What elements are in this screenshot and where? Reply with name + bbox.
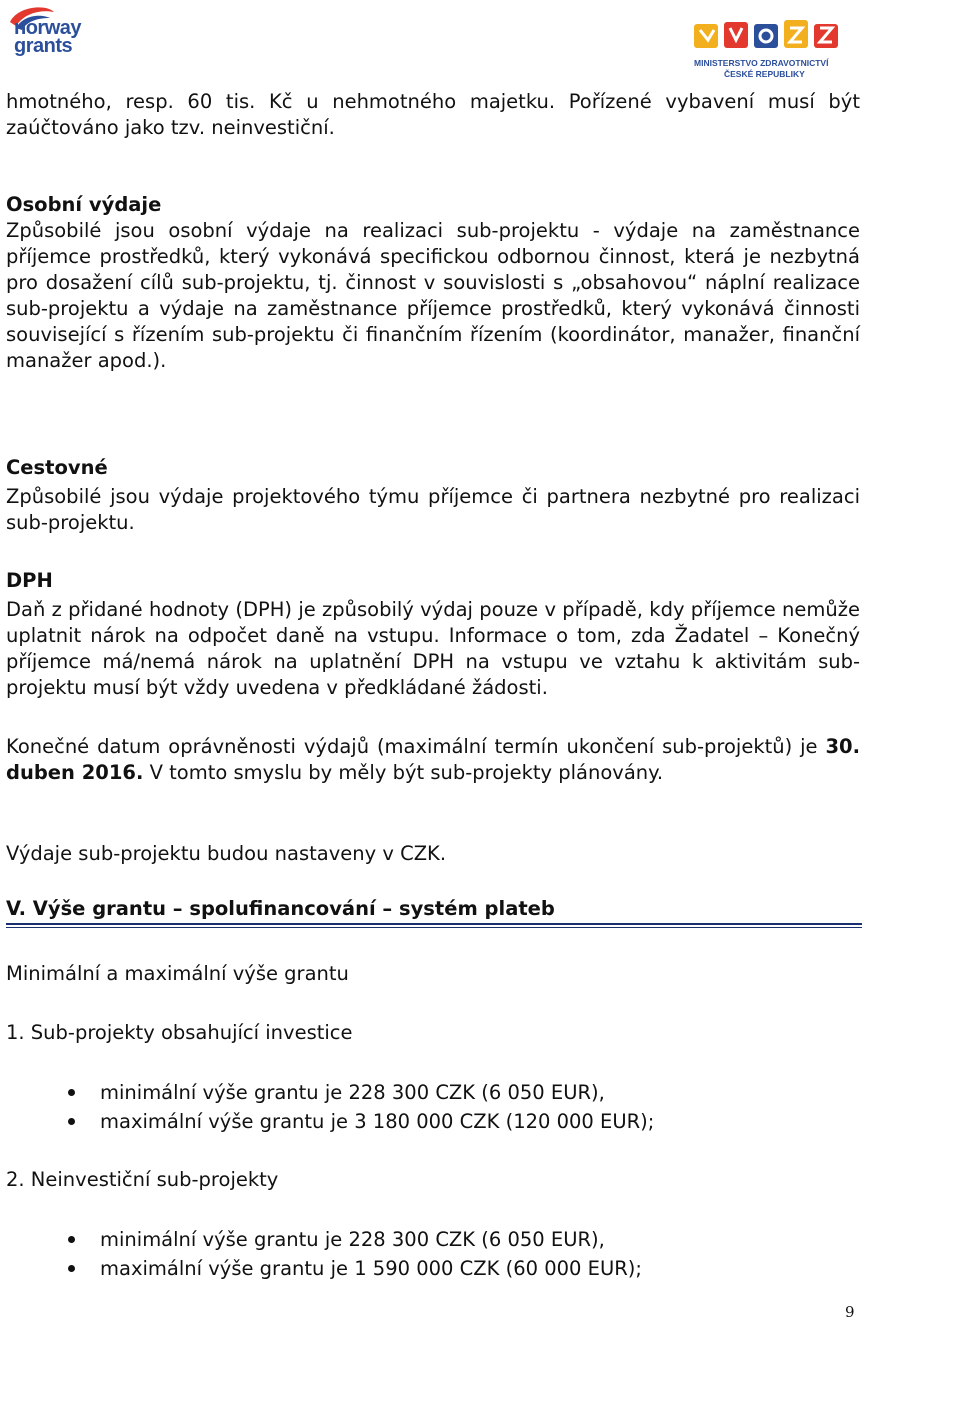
bullet-icon bbox=[68, 1236, 75, 1243]
list-item bbox=[0, 1254, 642, 1283]
page-number: 9 bbox=[845, 1303, 855, 1321]
dph-section bbox=[6, 568, 860, 701]
cestovne-heading: Cestovné bbox=[6, 456, 108, 479]
list-item bbox=[0, 1225, 642, 1254]
norway-grants-logo bbox=[6, 2, 98, 62]
bullet-icon bbox=[68, 1089, 75, 1096]
grant-group2-title: 2. Neinvestiční sub-projekty bbox=[6, 1168, 279, 1191]
section-v-heading: V. Výše grantu – spolufinancování – systém plateb bbox=[6, 897, 555, 920]
currency-paragraph: Výdaje sub-projektu budou nastaveny v CZK. bbox=[6, 842, 447, 865]
list-item bbox=[0, 1107, 654, 1136]
list-item bbox=[0, 1078, 654, 1107]
norway-grants-logo-line2: grants bbox=[14, 35, 73, 57]
osobni-vydaje-text: Způsobilé jsou osobní výdaje na realizaci sub-projektu - výdaje na zaměstnance příjemce prostředků, který vykonává specifickou odbornou činnost, která je nezbytná pro dosažení cílů sub-projektu, tj. činnost v souvislosti s „obsahovou“ náplní realizace sub-projektu a výdaje na zaměstnance příjemce prostředků, který vykonává činnosti související s řízením sub-projektu či finančním řízením (koordinátor, manažer, finanční manažer apod.). bbox=[6, 219, 860, 372]
norway-grants-logo-line1: norway bbox=[14, 17, 82, 39]
ministry-logo-line1: MINISTERSTVO ZDRAVOTNICTVÍ bbox=[694, 58, 829, 68]
ministry-emblem-icon bbox=[694, 18, 844, 54]
dph-heading: DPH bbox=[6, 569, 53, 592]
section-v-underline bbox=[6, 923, 862, 925]
list-item-text: minimální výše grantu je 228 300 CZK (6 050 EUR), bbox=[100, 1081, 605, 1104]
osobni-vydaje-section bbox=[6, 192, 860, 374]
final-date-text-after: V tomto smyslu by měly být sub-projekty plánovány. bbox=[143, 761, 664, 784]
list-item-text: maximální výše grantu je 3 180 000 CZK (120 000 EUR); bbox=[100, 1110, 655, 1133]
grant-group2-list bbox=[0, 1225, 642, 1283]
final-date-value: 30. duben 2016. bbox=[6, 735, 860, 784]
grant-group1-title: 1. Sub-projekty obsahující investice bbox=[6, 1021, 353, 1044]
dph-text: Daň z přidané hodnoty (DPH) je způsobilý výdaj pouze v případě, kdy příjemce nemůže uplatnit nárok na odpočet daně na vstupu. Informace o tom, zda Žadatel – Konečný příjemce má/nemá nárok na uplatnění DPH na vstupu ve vztahu k aktivitám sub-projektu musí být vždy uvedena v předkládané žádosti. bbox=[6, 598, 860, 699]
osobni-vydaje-heading: Osobní výdaje bbox=[6, 193, 162, 216]
cestovne-text: Způsobilé jsou výdaje projektového týmu příjemce či partnera nezbytné pro realizaci sub-projektu. bbox=[6, 485, 860, 534]
ministry-logo-line2: ČESKÉ REPUBLIKY bbox=[724, 69, 805, 79]
cestovne-section bbox=[6, 455, 860, 536]
grant-group1-list bbox=[0, 1078, 654, 1136]
bullet-icon bbox=[68, 1265, 75, 1272]
list-item-text: maximální výše grantu je 1 590 000 CZK (60 000 EUR); bbox=[100, 1257, 642, 1280]
section-v-underline-second bbox=[6, 927, 862, 928]
final-date-paragraph bbox=[6, 734, 860, 786]
bullet-icon bbox=[68, 1118, 75, 1125]
final-date-text-before: Konečné datum oprávněnosti výdajů (maximální termín ukončení sub-projektů) je bbox=[6, 735, 826, 758]
intro-paragraph: hmotného, resp. 60 tis. Kč u nehmotného majetku. Pořízené vybavení musí být zaúčtováno jako tzv. neinvestiční. bbox=[6, 90, 860, 139]
ministry-of-health-logo bbox=[690, 18, 850, 86]
list-item-text: minimální výše grantu je 228 300 CZK (6 050 EUR), bbox=[100, 1228, 605, 1251]
grant-subheading: Minimální a maximální výše grantu bbox=[6, 962, 349, 985]
